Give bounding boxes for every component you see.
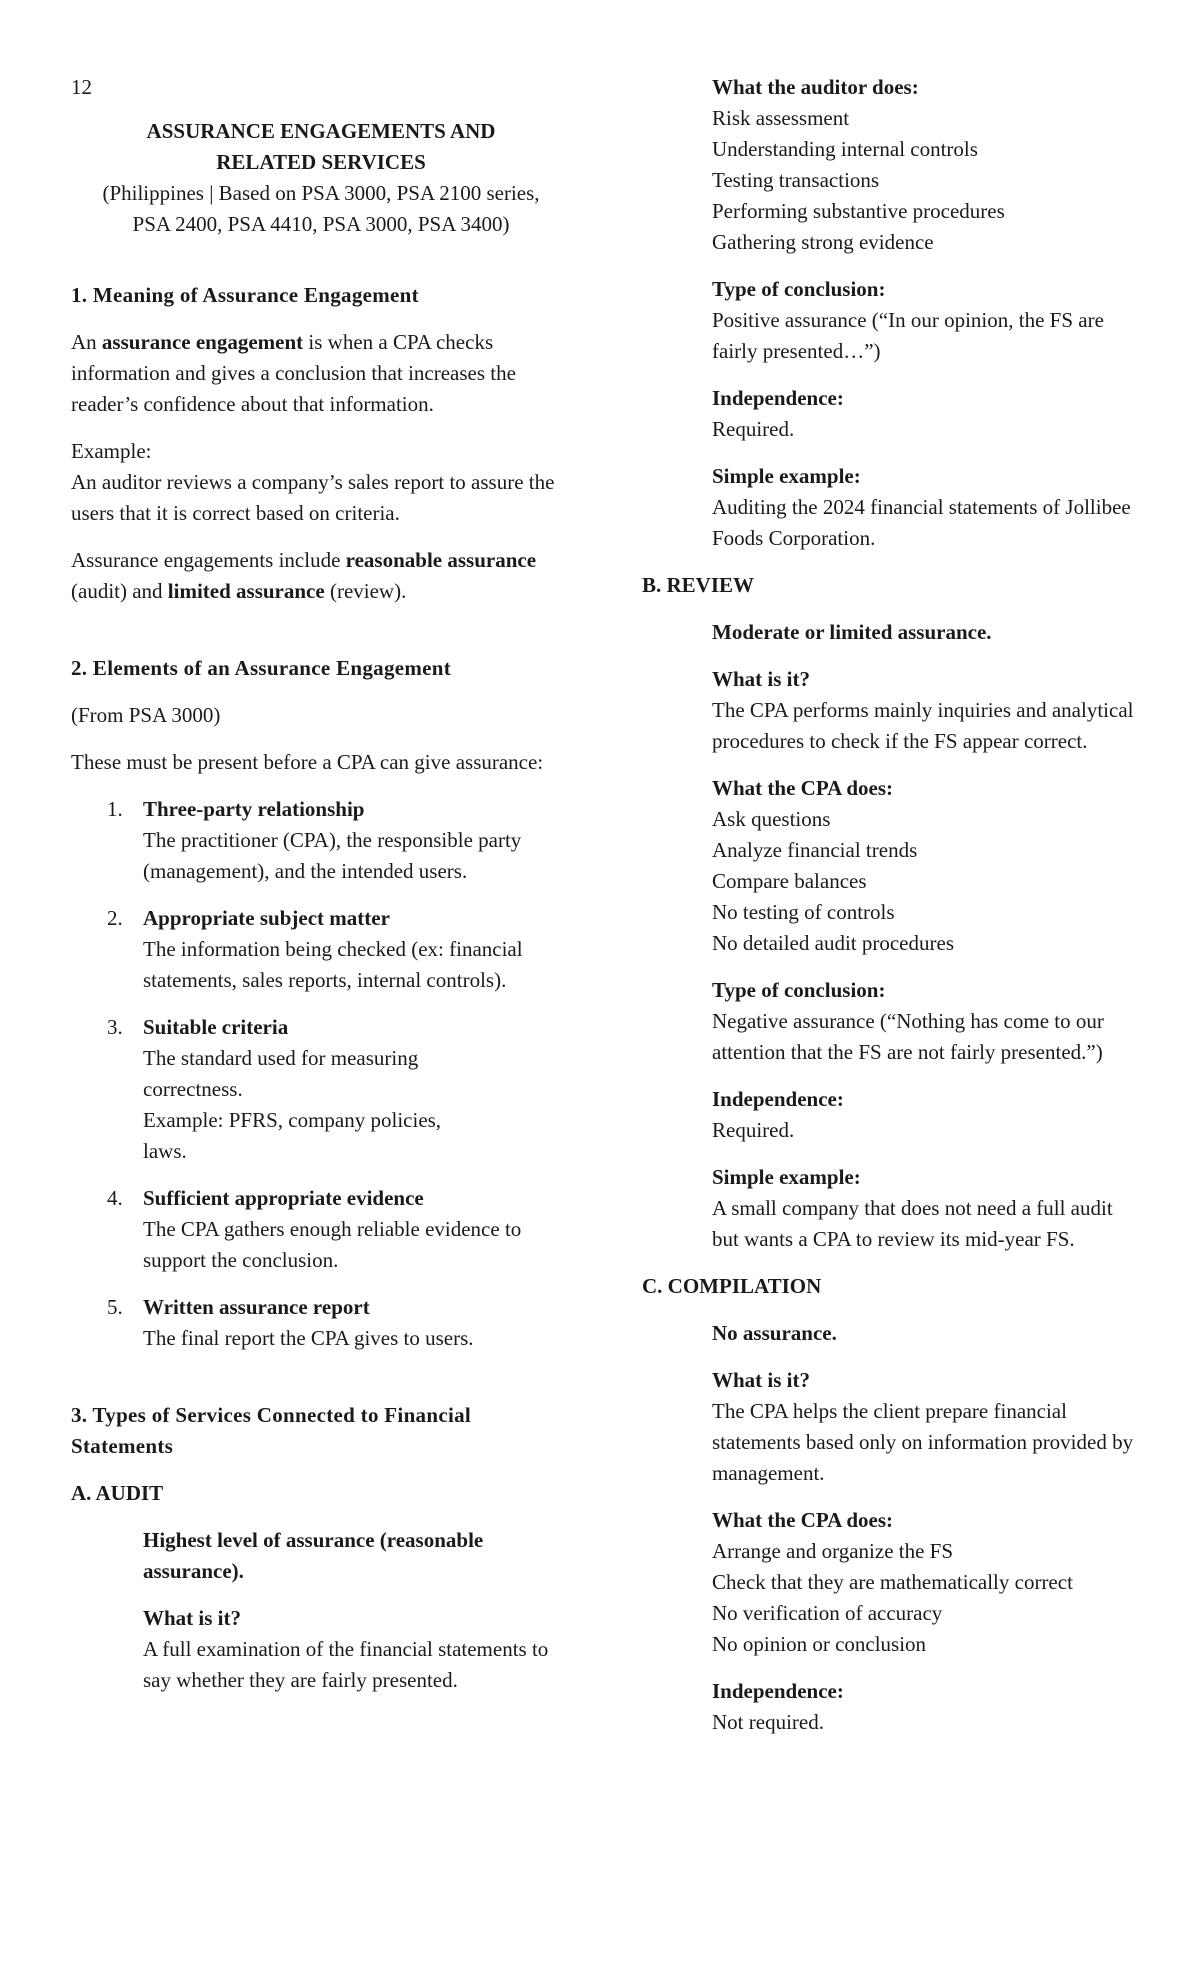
element-title: Three-party relationship [143, 797, 365, 821]
audit-conclusion: Type of conclusion: Positive assurance (“In our opinion, the FS are fairly presented…”) [712, 277, 1104, 363]
subtitle-line-2: PSA 2400, PSA 4410, PSA 3000, PSA 3400) [132, 212, 510, 236]
audit-example: Simple example: Auditing the 2024 financial statements of Jollibee Foods Corporation. [712, 464, 1131, 550]
compilation-level: No assurance. [712, 1321, 837, 1345]
example-text: An auditor reviews a company’s sales report to assure the users that it is correct based on criteria. [71, 470, 555, 525]
section-2-source: (From PSA 3000) [71, 703, 221, 727]
element-title: Appropriate subject matter [143, 906, 390, 930]
audit-level: Highest level of assurance (reasonable assurance). [143, 1528, 484, 1583]
element-title: Sufficient appropriate evidence [143, 1186, 424, 1210]
section-2-heading: 2. Elements of an Assurance Engagement [71, 656, 452, 680]
element-text: The practitioner (CPA), the responsible party (management), and the intended users. [143, 828, 522, 883]
element-title: Suitable criteria [143, 1015, 289, 1039]
element-text: The final report the CPA gives to users. [143, 1326, 474, 1350]
compilation-heading: C. COMPILATION [642, 1274, 822, 1298]
review-level: Moderate or limited assurance. [712, 620, 992, 644]
audit-details [71, 1525, 571, 1696]
audit-details-continued [640, 72, 1142, 554]
left-column [71, 72, 571, 1696]
element-extra: Example: PFRS, company policies, laws. [143, 1108, 442, 1163]
element-text: The information being checked (ex: financial statements, sales reports, internal controls). [143, 937, 523, 992]
review-does: What the CPA does: Ask questions Analyze financial trends Compare balances No testing of controls No detailed audit procedures [712, 776, 954, 955]
list-item: 4. Sufficient appropriate evidence The CPA gathers enough reliable evidence to support the conclusion. [107, 1186, 522, 1272]
audit-heading: A. AUDIT [71, 1481, 164, 1505]
element-title: Written assurance report [143, 1295, 370, 1319]
list-item: 1. Three-party relationship The practitioner (CPA), the responsible party (management), and the intended users. [107, 797, 522, 883]
section-1-types: Assurance engagements include reasonable assurance (audit) and limited assurance (review). [71, 548, 537, 603]
section-2-intro: These must be present before a CPA can give assurance: [71, 750, 544, 774]
compilation-does: What the CPA does: Arrange and organize the FS Check that they are mathematically correct No verification of accuracy No opinion or conclusion [712, 1508, 1073, 1656]
audit-independence: Independence: Required. [712, 386, 844, 441]
subtitle-line-1: (Philippines | Based on PSA 3000, PSA 2100 series, [102, 181, 540, 205]
list-item: 5. Written assurance report The final report the CPA gives to users. [107, 1295, 474, 1350]
compilation-independence: Independence: Not required. [712, 1679, 844, 1734]
title-line-1: ASSURANCE ENGAGEMENTS AND [146, 119, 496, 143]
document-title [71, 116, 571, 240]
audit-does: What the auditor does: Risk assessment Understanding internal controls Testing transactions Performing substantive procedures Gathering strong evidence [712, 75, 1005, 254]
review-what: What is it? The CPA performs mainly inquiries and analytical procedures to check if the FS appear correct. [712, 667, 1134, 753]
elements-list [71, 794, 571, 1354]
section-1-definition: An assurance engagement is when a CPA checks information and gives a conclusion that increases the reader’s confidence about that information. [71, 330, 516, 416]
review-example: Simple example: A small company that does not need a full audit but wants a CPA to review its mid-year FS. [712, 1165, 1113, 1251]
element-text: The CPA gathers enough reliable evidence to support the conclusion. [143, 1217, 522, 1272]
section-1-heading: 1. Meaning of Assurance Engagement [71, 283, 419, 307]
section-3-heading: 3. Types of Services Connected to Financial Statements [71, 1403, 472, 1458]
compilation-details [640, 1318, 1142, 1738]
review-details [640, 617, 1142, 1255]
review-independence: Independence: Required. [712, 1087, 844, 1142]
page-number: 12 [71, 75, 92, 99]
element-text: The standard used for measuring correctness. [143, 1046, 419, 1101]
list-item: 2. Appropriate subject matter The information being checked (ex: financial statements, sales reports, internal controls). [107, 906, 523, 992]
review-heading: B. REVIEW [642, 573, 755, 597]
list-item: 3. Suitable criteria The standard used for measuring correctness. Example: PFRS, company policies, laws. [107, 1015, 442, 1163]
review-conclusion: Type of conclusion: Negative assurance (“Nothing has come to our attention that the FS are not fairly presented.”) [712, 978, 1104, 1064]
title-line-2: RELATED SERVICES [216, 150, 426, 174]
example-label: Example: [71, 439, 152, 463]
audit-what: What is it? A full examination of the financial statements to say whether they are fairly presented. [143, 1606, 549, 1692]
section-1-example [71, 436, 571, 529]
compilation-what: What is it? The CPA helps the client prepare financial statements based only on information provided by management. [712, 1368, 1134, 1485]
right-column [642, 72, 1142, 1738]
